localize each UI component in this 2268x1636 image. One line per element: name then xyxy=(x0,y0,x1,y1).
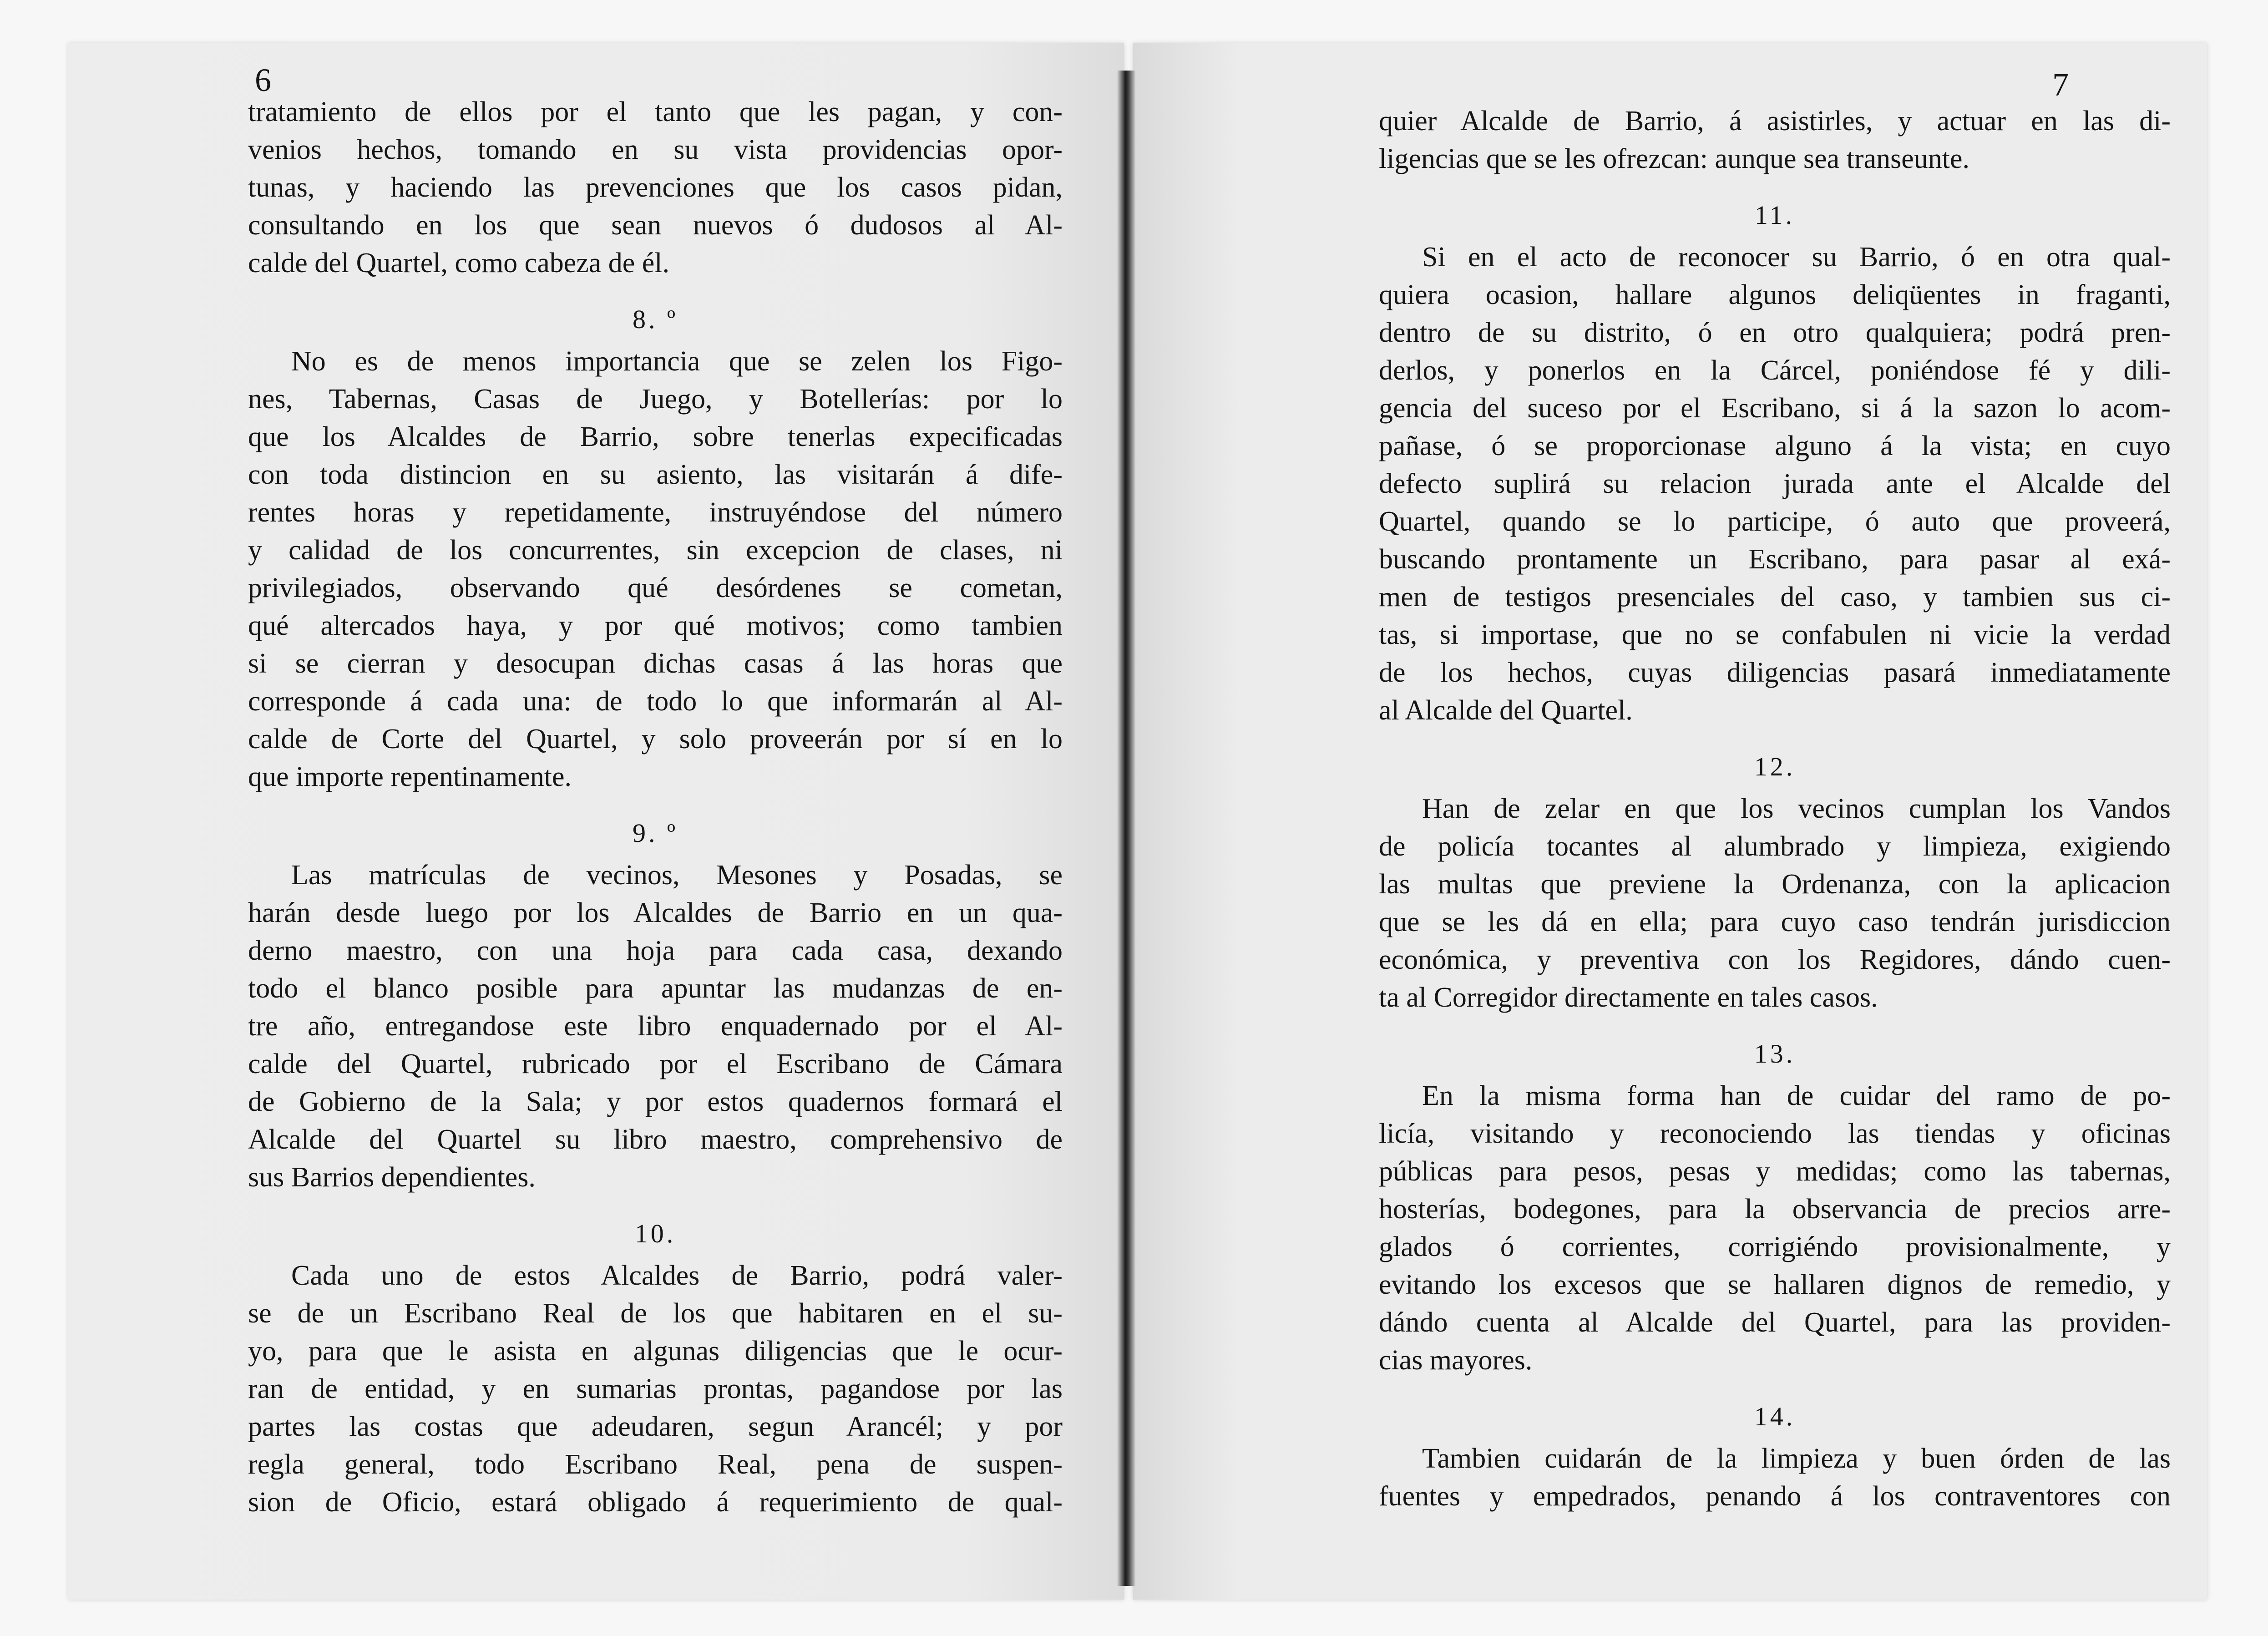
text-line: de Gobierno de la Sala; y por estos quadernos formará el xyxy=(248,1086,1063,1117)
text-line: Cada uno de estos Alcaldes de Barrio, podrá valer- xyxy=(291,1260,1063,1291)
text-line: Si en el acto de reconocer su Barrio, ó en otra qual- xyxy=(1422,242,2171,273)
text-line: Han de zelar en que los vecinos cumplan los Vandos xyxy=(1422,793,2171,824)
section-number: 14. xyxy=(1754,1402,1796,1431)
text-line: que importe repentinamente. xyxy=(248,761,572,792)
text-line: No es de menos importancia que se zelen los Figo- xyxy=(291,346,1063,377)
text-line: buscando prontamente un Escribano, para pasar al exá- xyxy=(1379,544,2171,575)
text-line: consultando en los que sean nuevos ó dudosos al Al- xyxy=(248,210,1063,241)
text-line: ran de entidad, y en sumarias prontas, pagandose por las xyxy=(248,1373,1063,1404)
text-line: pañase, ó se proporcionase alguno á la vista; en cuyo xyxy=(1379,431,2171,461)
section-number: 10. xyxy=(634,1219,676,1248)
book-spread xyxy=(68,43,2207,1600)
text-line: públicas para pesos, pesas y medidas; como las tabernas, xyxy=(1379,1156,2171,1187)
text-line: defecto suplirá su relacion jurada ante el Alcalde del xyxy=(1379,468,2171,499)
text-line: tratamiento de ellos por el tanto que les pagan, y con- xyxy=(248,96,1063,127)
text-line: gencia del suceso por el Escribano, si á la sazon lo acom- xyxy=(1379,393,2171,424)
text-line: con toda distincion en su asiento, las visitarán á dife- xyxy=(248,459,1063,490)
text-line: quiera ocasion, hallare algunos deliqüentes in fraganti, xyxy=(1379,279,2171,310)
text-line: de los hechos, cuyas diligencias pasará inmediatamente xyxy=(1379,657,2171,688)
left-page-text xyxy=(248,93,1063,1521)
text-line: que los Alcaldes de Barrio, sobre tenerlas expecificadas xyxy=(248,421,1063,452)
text-line: ligencias que se les ofrezcan: aunque sea transeunte. xyxy=(1379,143,1969,174)
text-line: tas, si importase, que no se confabulen ni vicie la verdad xyxy=(1379,619,2171,650)
page-number: 7 xyxy=(2052,66,2069,103)
left-page xyxy=(68,43,1124,1600)
book-gutter xyxy=(1117,71,1135,1586)
text-line: tre año, entregandose este libro enquadernado por el Al- xyxy=(248,1011,1063,1042)
text-line: cias mayores. xyxy=(1379,1345,1533,1376)
text-line: y calidad de los concurrentes, sin excepcion de clases, ni xyxy=(248,535,1063,566)
text-line: Las matrículas de vecinos, Mesones y Posadas, se xyxy=(291,860,1063,891)
text-line: qué altercados haya, y por qué motivos; como tambien xyxy=(248,610,1063,641)
text-line: se de un Escribano Real de los que habitaren en el su- xyxy=(248,1298,1063,1329)
text-line: harán desde luego por los Alcaldes de Barrio en un qua- xyxy=(248,897,1063,928)
text-line: sus Barrios dependientes. xyxy=(248,1162,536,1193)
text-line: corresponde á cada una: de todo lo que informarán al Al- xyxy=(248,686,1063,717)
text-line: Quartel, quando se lo participe, ó auto que proveerá, xyxy=(1379,506,2171,537)
text-line: nes, Tabernas, Casas de Juego, y Botellerías: por lo xyxy=(248,384,1063,415)
text-line: económica, y preventiva con los Regidores, dándo cuen- xyxy=(1379,944,2171,975)
text-line: licía, visitando y reconociendo las tiendas y oficinas xyxy=(1379,1118,2171,1149)
right-page xyxy=(1133,43,2207,1600)
text-line: derlos, y ponerlos en la Cárcel, poniéndose fé y dili- xyxy=(1379,355,2171,386)
text-line: de policía tocantes al alumbrado y limpieza, exigiendo xyxy=(1379,831,2171,862)
right-page-text xyxy=(1379,102,2171,1515)
text-line: regla general, todo Escribano Real, pena de suspen- xyxy=(248,1449,1063,1480)
text-line: si se cierran y desocupan dichas casas á las horas que xyxy=(248,648,1063,679)
section-number: 8. º xyxy=(633,304,678,334)
text-line: Tambien cuidarán de la limpieza y buen órden de las xyxy=(1422,1443,2171,1474)
text-line: dentro de su distrito, ó en otro qualquiera; podrá pren- xyxy=(1379,317,2171,348)
text-line: partes las costas que adeudaren, segun Arancél; y por xyxy=(248,1411,1063,1442)
text-line: En la misma forma han de cuidar del ramo de po- xyxy=(1422,1080,2171,1111)
section-number: 9. º xyxy=(633,818,678,848)
text-line: ta al Corregidor directamente en tales casos. xyxy=(1379,982,1878,1013)
text-line: las multas que previene la Ordenanza, con la aplicacion xyxy=(1379,869,2171,900)
text-line: calde del Quartel, rubricado por el Escribano de Cámara xyxy=(248,1048,1063,1079)
text-line: glados ó corrientes, corrigiéndo provisionalmente, y xyxy=(1379,1231,2171,1262)
text-line: Alcalde del Quartel su libro maestro, comprehensivo de xyxy=(248,1124,1063,1155)
text-line: men de testigos presenciales del caso, y tambien sus ci- xyxy=(1379,582,2171,613)
section-number: 11. xyxy=(1754,200,1795,230)
text-line: quier Alcalde de Barrio, á asistirles, y actuar en las di- xyxy=(1379,106,2171,137)
text-line: yo, para que le asista en algunas diligencias que le ocur- xyxy=(248,1336,1063,1367)
text-line: sion de Oficio, estará obligado á requerimiento de qual- xyxy=(248,1487,1063,1518)
text-line: rentes horas y repetidamente, instruyéndose del número xyxy=(248,497,1063,528)
section-number: 13. xyxy=(1754,1039,1796,1069)
text-line: privilegiados, observando qué desórdenes se cometan, xyxy=(248,572,1063,603)
text-line: dándo cuenta al Alcalde del Quartel, para las providen- xyxy=(1379,1307,2171,1338)
text-line: fuentes y empedrados, penando á los contraventores con xyxy=(1379,1481,2171,1512)
page-number: 6 xyxy=(255,62,271,98)
text-line: evitando los excesos que se hallaren dignos de remedio, y xyxy=(1379,1269,2171,1300)
text-line: calde del Quartel, como cabeza de él. xyxy=(248,248,670,279)
text-line: que se les dá en ella; para cuyo caso tendrán jurisdiccion xyxy=(1379,907,2171,937)
text-line: al Alcalde del Quartel. xyxy=(1379,695,1633,726)
text-line: calde de Corte del Quartel, y solo proveerán por sí en lo xyxy=(248,724,1063,755)
text-line: venios hechos, tomando en su vista providencias opor- xyxy=(248,134,1063,165)
text-line: hosterías, bodegones, para la observancia de precios arre- xyxy=(1379,1194,2171,1225)
text-line: tunas, y haciendo las prevenciones que los casos pidan, xyxy=(248,172,1063,203)
section-number: 12. xyxy=(1754,752,1796,781)
text-line: todo el blanco posible para apuntar las mudanzas de en- xyxy=(248,973,1063,1004)
text-line: derno maestro, con una hoja para cada casa, dexando xyxy=(248,935,1063,966)
